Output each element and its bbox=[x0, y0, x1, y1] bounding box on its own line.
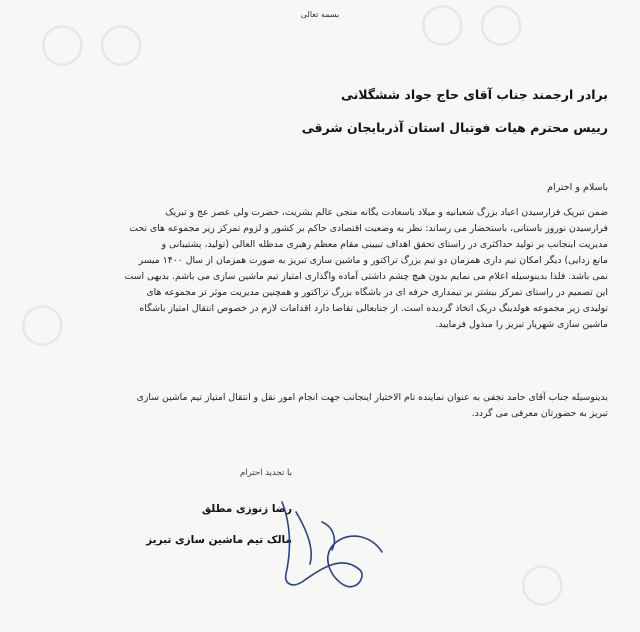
background-watermark: ◯ ◯ bbox=[40, 20, 144, 66]
signer-title: مالک تیم ماشین سازی تبریز bbox=[146, 534, 292, 546]
paragraph-line: ضمن تبریک فرارسیدن اعیاد بزرگ شعبانیه و میلاد باسعادت یگانه منجی عالم بشریت، حضرت ولی عصر عج و تبریک bbox=[165, 207, 608, 218]
basmala-heading: بسمه تعالی bbox=[300, 10, 340, 19]
paragraph-line: فرارسیدن نوروز باستانی، باستحضار می رساند: نظر به وضعیت اقتصادی حاکم بر کشور و لزوم تمرکز زیر مجموعه های تحت bbox=[129, 223, 608, 234]
background-watermark: ◯ ◯ bbox=[420, 0, 524, 46]
paragraph-line: مدیریت اینجانب بر تولید حداکثری در راستای تحقق اهداف تبیینی مقام معظم رهبری مدظله العالی (تولید، پشتیبانی و bbox=[161, 239, 608, 250]
paragraph-line: نمی باشد. فلذا بدینوسیله اعلام می نمایم بدون هیچ چشم داشتی آماده واگذاری امتیاز تیم ماشین سازی می باشم. بدیهی است bbox=[124, 271, 608, 282]
paragraph-line: ماشین سازی شهریار تبریز را مبذول فرمایید. bbox=[435, 319, 608, 330]
recipient-name: برادر ارجمند جناب آقای حاج جواد ششگلانی bbox=[340, 87, 608, 102]
closing-regards: با تجدید احترام bbox=[240, 468, 292, 478]
paragraph-line: بدینوسیله جناب آقای حامد نجفی به عنوان نماینده تام الاختیار اینجانب جهت انجام امور نقل و انتقال امتیاز تیم ماشین سازی bbox=[136, 392, 608, 403]
signer-name: رضا زنوزی مطلق bbox=[201, 503, 292, 515]
recipient-title: رییس محترم هیات فوتبال استان آذربایجان شرقی bbox=[301, 120, 608, 135]
paragraph-line: این تصمیم در راستای تمرکز بیشتر بر تیمداری حرفه ای در باشگاه بزرگ تراکتور و همچنین مدیریت موثر تر مجموعه های bbox=[146, 287, 608, 298]
paragraph-line: مانع زدایی) دیگر امکان تیم داری همزمان دو تیم بزرگ تراکتور و ماشین سازی تبریز به صورت همزمان از سال ۱۴۰۰ میسر bbox=[138, 255, 608, 266]
background-watermark: ◯ bbox=[20, 300, 65, 346]
background-watermark: ◯ bbox=[520, 560, 565, 606]
greeting: باسلام و احترام bbox=[547, 182, 608, 193]
paragraph-line: تبریز به حضورتان معرفی می گردد. bbox=[471, 408, 608, 419]
handwritten-signature bbox=[262, 492, 392, 597]
letter-paragraph-1 bbox=[32, 205, 608, 333]
paragraph-line: تولیدی زیر مجموعه هولدینگ دریک اتخاذ گردیده است. از جنابعالی تقاضا دارد اقدامات لازم در خصوص انتقال امتیاز باشگاه bbox=[139, 303, 608, 314]
letter-paragraph-2 bbox=[32, 390, 608, 422]
